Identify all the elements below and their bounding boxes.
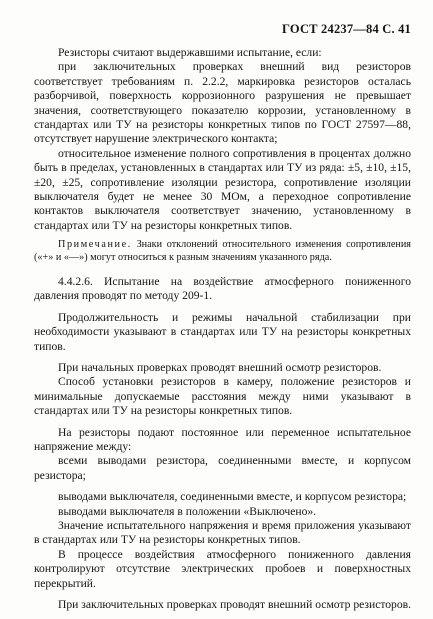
- paragraph: В процессе воздействия атмосферного пониженного давления контролируют отсутствие электрических пробоев и поверхностных перекрытий.: [34, 547, 411, 590]
- note: [34, 239, 411, 265]
- list-item: выводами выключателя в положении «Выключено».: [58, 504, 317, 518]
- list-item: всеми выводами резистора, соединенными вместе, и корпусом резистора;: [34, 454, 411, 482]
- paragraph: при заключительных проверках внешний вид резисторов соответствует требованиям п. 2.2.2, маркировка резисторов осталась разборчивой, поверхность коррозионного разрушения не превышает значения, соответствующего показателю коррозии, установленному в стандартах или ТУ на резисторы конкретных типов по ГОСТ 27597—88, отсутствует нарушение электрического контакта;: [34, 60, 411, 146]
- paragraph: При начальных проверках проводят внешний осмотр резисторов.: [58, 360, 382, 374]
- paragraph: Резисторы считают выдержавшими испытание, если:: [58, 46, 322, 59]
- paragraph: относительное изменение полного сопротивления в процентах должно быть в пределах, установленных в стандартах или ТУ из ряда: ±5, ±10, ±15, ±20, ±25, сопротивление изоляции резистора, сопротивление изоляции выключателя будет не менее 30 МОм, а переходное сопротивление контактов выключателя соответствует значению, установленному в стандартах или ТУ на резисторы конкретных типов.: [34, 146, 411, 232]
- page-header: ГОСТ 24237—84 С. 41: [282, 22, 411, 36]
- note-label: Примечание.: [58, 239, 132, 251]
- document-body: [34, 46, 411, 612]
- note-text: Знаки отклонений относительного изменения сопротивления («+» и «—») могут относиться к разным значениям указанного ряда.: [34, 239, 411, 264]
- section-heading-paragraph: 4.4.2.6. Испытание на воздействие атмосферного пониженного давления проводят по методу 209-1.: [34, 274, 411, 303]
- list-item: выводами выключателя, соединенными вместе, и корпусом резистора;: [58, 490, 407, 504]
- paragraph: Продолжительность и режимы начальной стабилизации при необходимости указывают в стандартах или ТУ на резисторы конкретных типов.: [34, 310, 411, 353]
- paragraph: При заключительных проверках проводят внешний осмотр резисторов.: [58, 598, 412, 611]
- paragraph: На резисторы подают постоянное или переменное испытательное напряжение между:: [34, 425, 411, 453]
- paragraph: Значение испытательного напряжения и время приложения указывают в стандартах или ТУ на резисторы конкретных типов.: [34, 518, 411, 547]
- paragraph: Способ установки резисторов в камеру, положение резисторов и минимальные допускаемые расстояния между ними указывают в стандартах или ТУ на резисторы конкретных типов.: [34, 375, 411, 418]
